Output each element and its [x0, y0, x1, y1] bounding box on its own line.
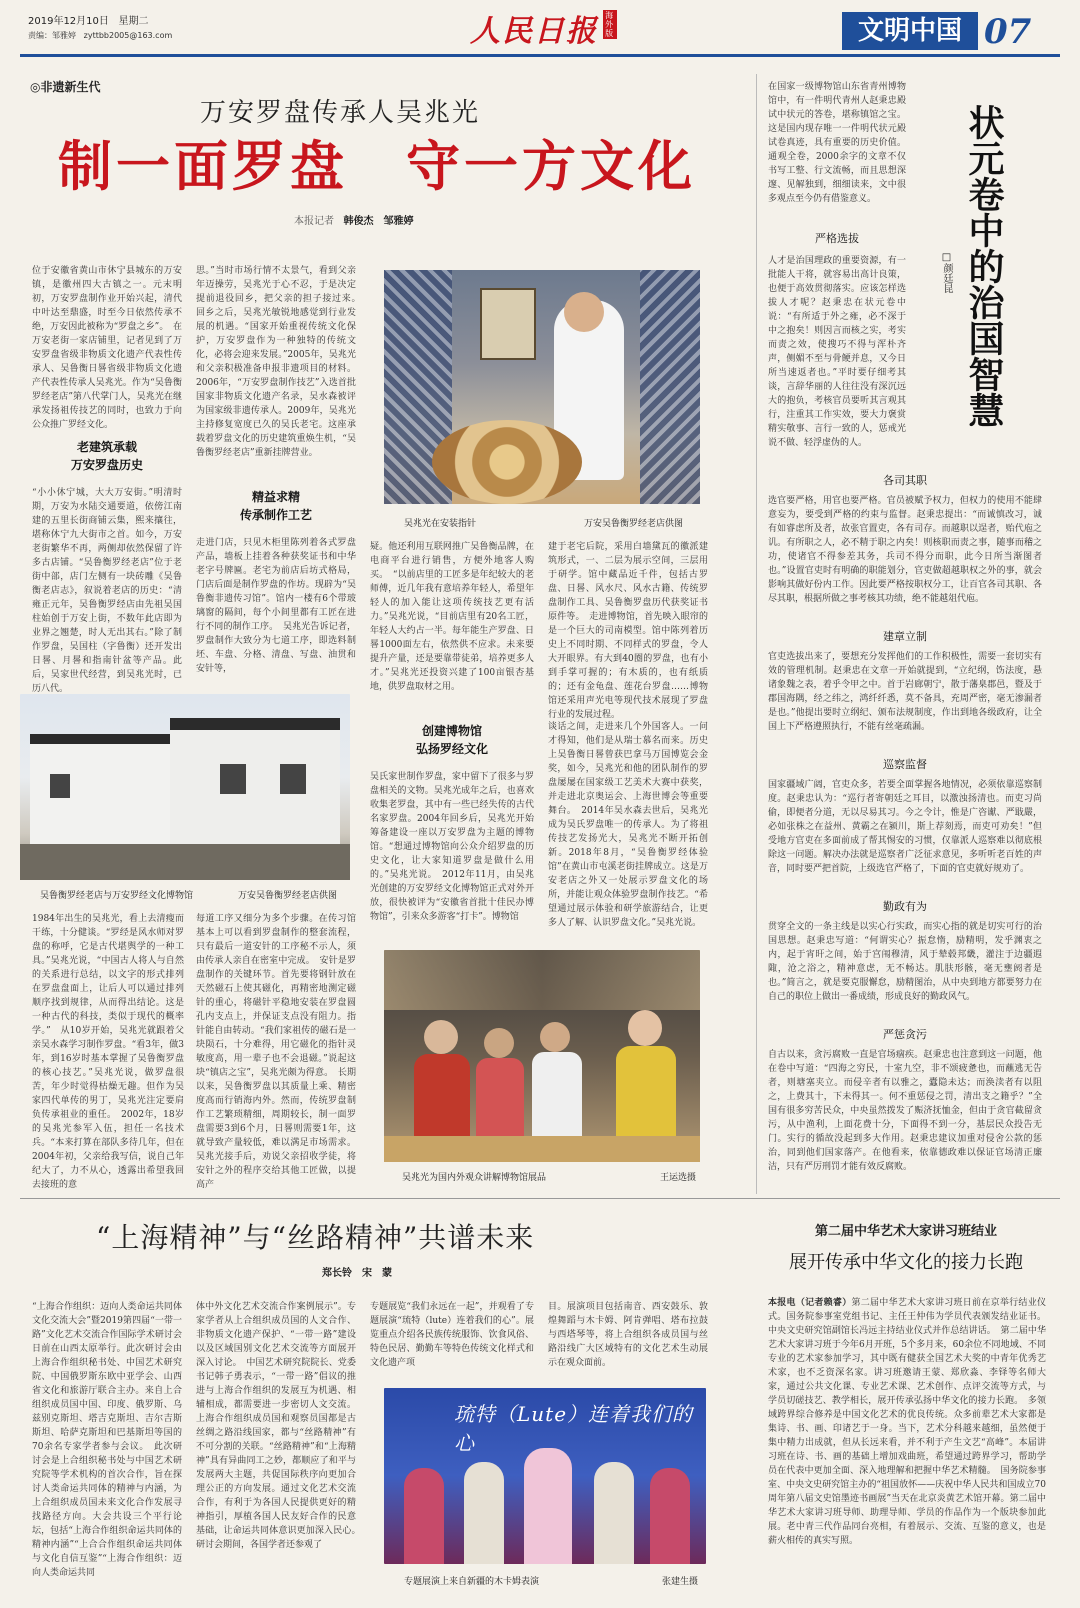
side-h3: 建章立制: [883, 630, 927, 643]
byline-prefix: 本报记者: [294, 216, 334, 227]
photo-craftsman: [384, 270, 700, 504]
section-banner: 文明中国: [842, 12, 978, 50]
col4-text: 建于老宅后院，采用白墙黛瓦的徽派建筑形式，一、二层为展示空间，三层用于研学。馆中藏品近千件，包括古罗盘、日晷、风水尺、风水古籍、传统罗盘制作工具、吴鲁衡罗盘历代获奖证书原件等。 走进博物馆，首先映入眼帘的是一个巨大的司南模型。馆中陈列着历史上不同时期、不同样式的罗盘，令人大开眼界。有大到40圈的罗盘，也有小到手掌可握的；有木质的，也有纸质的；还有金龟盘、莲花台罗盘……博物馆还采用声光电等现代技术展现了罗盘行业的发展过程。: [548, 542, 708, 720]
sidebar-divider: [756, 74, 757, 1194]
article2-col2: 体中外文化艺术交流合作案例展示”。专家学者从上合组织成员国的人文合作、非物质文化遗产保护、“一带一路”建设以及区域国别文化艺术交流等方面展开深入讨论。 中国艺术研究院院长、党委书记韩子勇表示，“一带一路”倡议的推进与上海合作组织的发展互为机遇、相辅相成，都需要进一步密切人文交流。上海合作组织成员国和观察员国都是古丝绸之路沿线国家，都与“丝路精神”有不可分割的关联。“丝路精神”和“上海精神”具有异曲同工之妙，都顺应了和平与发展两大主题，共促国际秩序向更加合理公正的方向发展。通过文化艺术交流合作，有利于为各国人民提供更好的精神指引，厚植各国人民友好合作的民意基础，让命运共同体意识更加深入民心。 研讨会期间，各国学者还参观了: [196, 1302, 366, 1550]
side-author: □颜廷昆: [941, 252, 952, 293]
lead-col1: 位于安徽省黄山市休宁县城东的万安镇，是徽州四大古镇之一。元末明初，万安罗盘制作业开始兴起，清代中叶达至鼎盛，时至今日依然传承不绝，万安因此被称为“罗盘之乡”。 在万安老街一家店铺里，记者见到了万安罗盘省级非物质文化遗产代表性传承人、吴鲁衡日晷省级非物质文化遗产代表性传承人吴兆光。作为“吴鲁衡罗经老店”第八代掌门人，吴兆光在继承发扬祖传技艺的同时，也致力于向公众推广罗经文化。: [32, 266, 182, 430]
issue-weekday: 星期二: [118, 16, 149, 27]
photo3-caption: 吴兆光为国内外观众讲解博物馆展品: [402, 1173, 547, 1183]
bottom-col1: 1984年出生的吴兆光，看上去清瘦而干练，十分健谈。“罗经是风水师对罗盘的称呼，它是古代堪舆学的一种工具。”吴兆光说，“中国古人将人与自然的关系进行总结，以文字的形式排列在罗盘盘面上，让后人可以通过排列顺序找到规律，从而得出结论。这是一种古代的科技，类似于现代的概率学。” 从10岁开始，吴兆光就跟着父亲吴水森学习制作罗盘。“看3年，做3年，到16岁时基本掌握了吴鲁衡罗盘的核心技艺。”吴兆光说，做罗盘很苦，年少时觉得枯燥无趣。但作为吴家四代单传的男丁，吴兆光注定要肩负传承祖业的重任。 2002年，18岁的吴兆光参军入伍，担任一名技术兵。“本来打算在部队多待几年，但在2004年初，父亲给我写信，说自己年纪大了，力不从心，透露出希望我回去接班的意: [32, 914, 184, 1190]
subhead-museum: 创建博物馆 弘扬罗经文化: [415, 724, 488, 756]
article1-subtitle: 万安罗盘传承人吴兆光: [200, 98, 481, 128]
side-p4: 国家疆域广阔，官吏众多，若要全面掌握各地情况，必须依靠巡察制度。赵秉忠认为：“巡行者寄朝廷之耳目，以激浊扬清也。而吏习尚偷，即便者分道，无以尽易其习。今之令计，惟是广咨谳、严戢嚴，必如张株之在益州、黄霸之在颍川，斯上荐刻焉，而吏可劝矣！”但受地方官吏在多面前成了帮其惕安的习惯，仅靠派人巡察难以彻底根除这一问题。解决办法就是巡察者广泛征求意见，多听听老百姓的声音，同时要严把首院，上级选官严格了，下面的官吏就好规劝了。: [768, 780, 1042, 874]
masthead-rule: [20, 54, 1060, 57]
col4b-text: 谈话之间，走进来几个外国客人。一问才得知，他们是从瑞士慕名而来。历史上吴鲁衡日晷曾获巴拿马万国博览会金奖，如今，吴兆光和他的团队制作的罗盘屡屡在国家级工艺美术大赛中获奖，并走进北京奥运会、上海世博会等重要舞台。 2014年吴水森去世后，吴兆光成为吴氏罗盘唯一的传承人。为了将祖传技艺发扬光大，吴兆光不断开拓创新。2018年8月，“吴鲁衡罗经体验馆”在黄山市屯溪老街挂牌成立。这是万安老店之外又一处展示罗盘文化的场所，并能让观众体验罗盘制作技艺。“希望通过展示体验和研学旅游结合，让更多人了解、认识罗盘文化。”吴兆光说。: [548, 722, 708, 928]
side-h2: 各司其职: [883, 474, 927, 487]
article3-kicker: 第二届中华艺术大家讲习班结业: [814, 1224, 997, 1239]
byline-authors: 韩俊杰 邹雅婷: [343, 216, 414, 227]
newspaper-logo: [470, 6, 617, 49]
photo-museum-visitors: [384, 950, 700, 1162]
col3-text: 疑。他还利用互联网推广吴鲁衡品牌，在电商平台进行销售，方便外地客人购买。 “以前店里的工匠多是年纪较大的老师傅，近几年我有意培养年轻人，希望年轻人的加入能让这项传统技艺更有活力。”吴兆光说，“目前店里有20名工匠，年轻人大约占一半。每年能生产罗盘、日晷1000面左右，依然供不应求。未来要提升产量，还是要靠带徒弟，培养更多人才。”吴兆光还投资兴建了100亩银杏基地，供罗盘取材之用。: [370, 542, 534, 692]
photo2-credit: 万安吴鲁衡罗经老店供图: [238, 891, 338, 901]
side-p1: 人才是治国理政的重要资源，有一批能人干将，就容易出高计良策，也便于高效贯彻落实。应该怎样选拔人才呢？赵秉忠在状元卷中说：“有所适于外之雍，必不深于中之抱矣！则因言而核之实，考实而责之效，使搜巧不得与浑朴齐声，侧媚不至与骨鲠并息，又今日所当速返者也。”平时要仔细考其谈，言辞华丽的人往往没有深沉远大的抱负，考核官员要听其言观其行，注重其工作实效，要大力褒赏精实敬事、言行一致的人，惩戒光说不做、轻浮虚伪的人。: [768, 256, 906, 448]
photo1-caption: 吴兆光在安装指针: [404, 519, 477, 529]
side-intro: 在国家一级博物馆山东省青州博物馆中，有一件明代青州人赵秉忠殿试中状元的答卷，堪称镇馆之宝。这是国内现存唯一一件明代状元殿试卷真迹，具有重要的历史价值。通观全卷，2000余字的文章不仅书写工整、行文流畅，而且思想深邃、见解独到，细细读来，文中很多观点至今仍有借鉴意义。: [768, 82, 906, 204]
bottom-col2: 每道工序又细分为多个步骤。在传习馆基本上可以看到罗盘制作的整套流程，只有最后一道安针的工序秘不示人，须由传承人亲自在密室中完成。 安针是罗盘制作的关键环节。首先要将钢针放在天然磁石上使其磁化，再精密地测定磁针的重心，将磁针平稳地安装在罗盘圆孔内支点上，并保证支点没有阻力。指针能自由转动。“我们家祖传的磁石是一块陨石，十分难得，用它磁化的指针灵敏度高，用一辈子也不会退磁。”说起这块“镇店之宝”，吴兆光颇为得意。 长期以来，吴鲁衡罗盘以其质量上乘、精密度高而行销海内外。然而，传统罗盘制作工艺繁琐精细，周期较长，制一面罗盘需要3到6个月，日晷则需要1年，这就导致产量较低，难以满足市场需求。吴兆光接手后，劝说父亲招收学徒，将安针之外的程序交给其他工匠做，以提高产: [196, 914, 356, 1190]
article2-photo-credit: 张建生摄: [662, 1577, 699, 1587]
section-divider: [20, 1198, 1060, 1199]
photo3-credit: 王运选摄: [660, 1173, 697, 1183]
lead-col2: 思。”当时市场行情不太景气，看到父亲年迈操劳，吴兆光于心不忍，于是决定提前退役回乡，把父亲的担子接过来。 回乡之后，吴兆光敏锐地感觉到行业发展的机遇。“国家开始重视传统文化保护，万安罗盘作为一种独特的传统文化，必将会迎来发展。”2005年，吴兆光和父亲积极准备申报非遗项目的材料。2006年，“万安罗盘制作技艺”入选首批国家非物质文化遗产名录，吴水森被评为国家级非遗传承人。2009年，吴兆光主持修复宽度已久的吴氏老宅。这座承载着罗盘文化的历史建筑重焕生机，“吴鲁衡罗经老店”重新挂牌营业。: [196, 266, 366, 458]
article3-body: 第二届中华艺术大家讲习班日前在京举行结业仪式。国务院参事室党组书记、主任王仲伟为学员代表颁发结业证书。中央文史研究馆副馆长冯远主持结业仪式并作总结讲话。 第二届中华艺术大家讲习班于今年6月开班，5个多月来，60余位不同地域、不同专业的艺术家参加学习，其中既有健获全国艺术大奖的中青年优秀艺术家，也不乏资深名家。讲习班邀请王蒙、郑欣淼、李铎等名师大家，通过公共文化课、专业艺术课、艺术创作、点评交流等方式，与学员切磋技艺、教学相长，展开传承弘扬中华文化的接力长跑。 多领域跨界综合修养是中国文化艺术的优良传统。众多前辈艺术大家都是集诗、书、画、印诸艺于一身。当下，艺术分科越来越细，虽然便于集中精力出成就，但从长远来看，并不利于产生文艺“高峰”。本届讲习班在诗、书、画的基础上增加戏曲班，希望通过跨界学习，帮助学员在代表中更加全面、深入地理解和把握中华艺术精髓。 国务院参事室、中央文史研究馆主办的“祖国放怀——庆祝中华人民共和国成立70周年第八届文史馆墨迹书画展”当天在北京炎黄艺术馆开幕。第二届中华艺术大家讲习班导师、助理导师、学员的作品作为一个版块参加此展。老中青三代作品同台亮相，有着展示、交流、互鉴的意义，也是薪火相传的真实写照。: [768, 1298, 1046, 1546]
article2-col1: “上海合作组织：迈向人类命运共同体文化交流大会”暨2019第四届“一带一路”文化艺术交流合作国际学术研讨会日前在山西太原举行。此次研讨会由上海合作组织秘书处、中国艺术研究院、中国俄罗斯东欧中亚学会、山西省文化和旅游厅联合主办。来自上合组织成员国中国、印度、俄罗斯、乌兹别克斯坦、塔吉克斯坦、吉尔吉斯斯坦、哈萨克斯坦和巴基斯坦等国的70余名专家学者参与会议。 此次研讨会是上合组织秘书处与中国艺术研究院等学术机构的首次合作，旨在探讨人类命运共同体的精神与内涵，为上合组织成员国未来文化合作发展寻找路径方向。大会共设三个平行论坛，包括“上海合作组织命运共同体的精神内涵”“上合合作组织命运共同体与文化自信互鉴”“上海合作组织：迈向人类命运共同: [32, 1302, 182, 1578]
photo-old-shop: [20, 694, 350, 880]
article2-col3: 专题展览“我们永远在一起”，并观看了专题展演“琉特（lute）连着我们的心”。展览重点介绍各民族传统服饰、饮食风俗、特色民居、勤勤车等特色传统文化样式和文化遗产项: [370, 1302, 534, 1368]
col1-text: “小小休宁城，大大万安街。”明清时期，万安为水陆交通要道，依傍江南建的五里长街商铺云集，熙来攘往，堪称休宁九大街市之首。如今，万安老街繁华不再，两侧却依然保留了许多古店铺。“吴鲁衡罗经老店”位于老街中部，店门左侧有一块砖雕《吴鲁衡老店志》，叙说着老店的历史：“清雍正元年，吴鲁衡罗经店由先祖吴国柱始创于万安上街，不数年此店即为业界之翘楚，时人无出其右。”除了制作罗盘，吴国柱（字鲁衡）还开发出日晷、月晷和指南针盆等产品。此后，吴家世代经营，到吴兆光时，已历八代。: [32, 488, 182, 694]
side-h6: 严惩贪污: [883, 1028, 927, 1041]
issue-date: 2019年12月10日: [28, 16, 109, 27]
article2-col4: 目。展演项目包括南音、西安鼓乐、敦煌舞蹈与木卡姆、阿肯弹唱、塔布拉鼓与西塔琴等，将上合组织各成员国与丝路沿线广大区域特有的文化艺术生动展示在观众面前。: [548, 1302, 708, 1368]
article1-title: 制一面罗盘 守一方文化: [58, 134, 696, 198]
side-p3: 官吏选拔出来了，要想充分发挥他们的工作积极性，需要一套切实有效的管理机制。赵秉忠在文章一开始就提到，“立纪纲，饬法度，悬诸象魏之表，着乎令甲之中。首于岩廊朝宁，散于藩臬郡邑，暨及于郡国海隅，经之纬之，鸿纤纤悉，莫不备具，充周严密，毫无渗漏者是也。”他提出要时立纲纪、颁布法规制度，作出到地各级政府，让全国上下严格遵照执行，不能有丝毫疏漏。: [768, 652, 1042, 732]
logo-text: 人民日报: [470, 14, 598, 49]
side-p2: 选官要严格，用官也要严格。官员被赋予权力，但权力的使用不能肆意妄为，要受到严格的约束与监督。赵秉忠提出：“而诚慎改习，诚有如睿虑所及者，故张官置吏，各有司存。而越职以逞者，贻代庖之讥。有所职之人，必不精于职之内矣！则核职而责之事，随事而稽之功，使诸官不得参差其务，兵司不得分而职，此今日所当渐图者也。”设置官吏时有明确的职能划分，官吏做超越职权之外的事，就会影响其做好份内工作。因此要严格按职权分工，让百官各司其职、各尽其职，根据所做之事考核其功绩，绝不能越俎代庖。: [768, 496, 1042, 604]
photo2-caption: 吴鲁衡罗经老店与万安罗经文化博物馆: [40, 891, 194, 901]
side-p5: 贯穿全文的一条主线是以实心行实政，而实心指的就是切实可行的治国思想。赵秉忠写道：“何谓实心？振怠惰，励精明，发乎渊衷之内，起于宵旰之间，始于宫闱穆清，风于辇毂邦畿，灌注于边疆遐陬，沧之浴之，精神意虑，无不畅达。肌肤形骸，毫无壅阏者是也。”简言之，就是要克服懈怠，励精图治，从中央到地方都要努力在自己的职位上做出一番成绩，形成良好的勤政风气。: [768, 922, 1042, 1002]
editor-credit: 责编：邹雅婷: [28, 31, 76, 40]
subhead-old-building: 老建筑承载 万安罗盘历史: [70, 440, 143, 472]
side-h1: 严格选拔: [815, 232, 859, 245]
article2-title: “上海精神”与“丝路精神”共谱未来: [96, 1221, 535, 1254]
page-number: 07: [984, 12, 1032, 52]
photo-performance: [384, 1388, 706, 1564]
article3-byline: 本报电（记者赖睿）: [768, 1298, 852, 1308]
performance-banner: 琉特（Lute）连着我们的心: [454, 1402, 694, 1455]
edition-badge: 海外版: [603, 10, 617, 39]
side-h4: 巡察监督: [883, 758, 927, 771]
masthead: [0, 0, 1080, 56]
article1-kicker: ◎非遗新生代: [30, 80, 101, 94]
article2-photo-caption: 专题展演上来自新疆的木卡姆表演: [404, 1577, 540, 1587]
article3-title: 展开传承中华文化的接力长跑: [789, 1252, 1023, 1273]
side-h5: 勤政有为: [883, 900, 927, 913]
col2-text: 走进门店，只见木柜里陈列着各式罗盘产品，墙板上挂着各种获奖证书和中华老字号牌匾。老宅为前店后坊式格局，门店后面是制作罗盘的作坊。现辟为“吴鲁衡非遗传习馆”。馆内一楼有6个带玻璃窗的隔间，每个小间里都有工匠在进行不同的制作工序。 吴兆光告诉记者，罗盘制作大致分为七道工序，即选料制坯、车盘、分格、清盘、写盘、油贯和安针等，: [196, 538, 356, 674]
subhead-craft: 精益求精 传承制作工艺: [239, 490, 312, 522]
editor-email: zyttbb2005@163.com: [83, 31, 173, 40]
article2-authors: 郑长铃 宋 蒙: [322, 1268, 392, 1279]
photo1-credit: 万安吴鲁衡罗经老店供图: [584, 519, 684, 529]
side-p6: 自古以来，贪污腐败一直是官场痼疾。赵秉忠也注意到这一问题，他在卷中写道：“四海之穷民，十室九空，非不颂疲惫也，而蘸逃无告者，则塘塞夹立。而侵辛者有以雅之，蠹隐未达；而涣渎者有以阻之，上费其十，下未得其一。何不重惩侵之罚，清出支之籍乎？”全国有很多穷苦民众，中央虽然拨发了赈济抚恤金，但由于贪官截留贪污，从中渔利，上面花费十分，下面得不到一分，基层民众投告无门。实行的循故没起到多大作用。赵秉忠建议加重对侵舍公款的惩治，同到他们国家落产。在他看来，依靠德政难以保证官场清正廉洁，只有严厉刑罚才能有效反腐败。: [768, 1050, 1042, 1172]
side-title: 状元卷中的治国智慧: [963, 104, 1005, 428]
compass-disc-icon: [432, 420, 582, 504]
col3b-text: 吴氏家世制作罗盘，家中留下了很多与罗盘相关的文物。吴兆光成年之后，也喜欢收集老罗盘，其中有一些已经失传的古代名家罗盘。2004年回乡后，吴兆光开始筹备建设一座以万安罗盘为主题的博物馆。“想通过博物馆向公众介绍罗盘的历史文化，让大家知道罗盘是做什么用的。”吴兆光说。 2012年11月，由吴兆光创建的万安罗经文化博物馆正式对外开放，很快被评为“安徽省首批十佳民办博物馆”，引来众多游客“打卡”。博物馆: [370, 772, 534, 922]
